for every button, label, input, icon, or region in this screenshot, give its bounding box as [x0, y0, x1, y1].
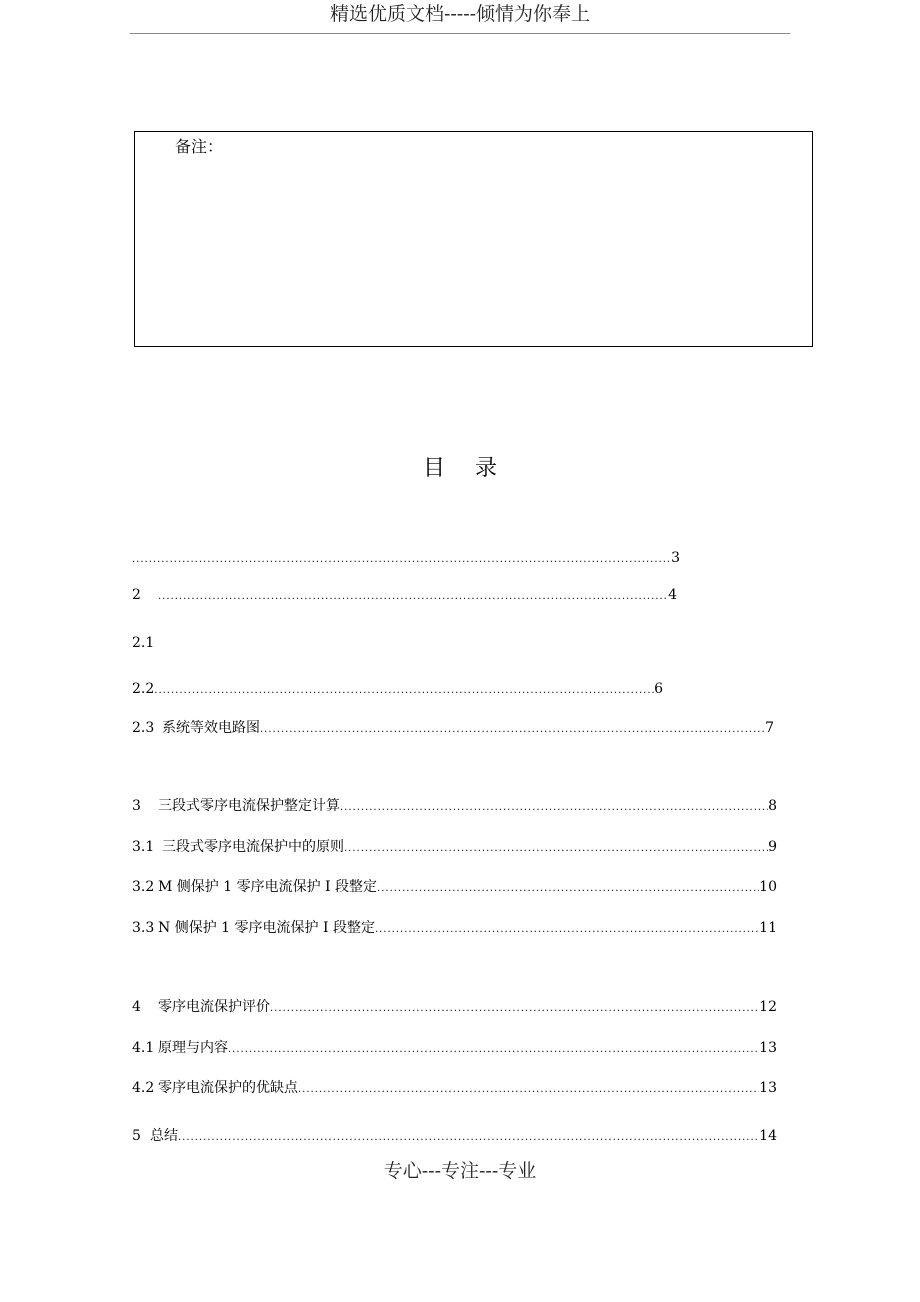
toc-page-number: 4 — [668, 587, 677, 603]
toc-entry-title: 三段式零序电流保护整定计算 — [158, 798, 340, 814]
toc-section-number: 2 — [132, 587, 141, 603]
toc-entry[interactable] — [132, 632, 192, 652]
toc-page-number: 7 — [765, 720, 774, 736]
toc-section-number: 2.1 — [132, 635, 155, 651]
notes-label: 备注： — [175, 137, 224, 156]
toc-entry-title: 总结 — [150, 1128, 178, 1144]
toc-entry-title: M 侧保护 1 零序电流保护 I 段整定 — [158, 879, 378, 895]
toc-entry[interactable] — [132, 584, 677, 604]
toc-page-number: 6 — [654, 681, 663, 697]
toc-title-char: 目 — [422, 456, 445, 481]
toc-entry[interactable] — [132, 547, 680, 567]
toc-section-number: 4.1 — [132, 1040, 155, 1056]
toc-page-number: 10 — [759, 879, 777, 895]
toc-section-number: 3 — [132, 798, 141, 814]
toc-leader-dots — [260, 723, 765, 737]
toc-page-number: 11 — [759, 920, 777, 936]
toc-section-number: 2.2 — [132, 681, 155, 697]
toc-page-number: 8 — [768, 798, 777, 814]
toc-leader-dots — [270, 1002, 759, 1016]
toc-page-number: 3 — [671, 550, 680, 566]
toc-entry[interactable] — [132, 717, 774, 737]
toc-entry[interactable] — [132, 836, 777, 856]
toc-section-number: 3.1 — [132, 839, 155, 855]
toc-entry-title: 零序电流保护评价 — [158, 999, 270, 1015]
toc-entry-title: 零序电流保护的优缺点 — [158, 1080, 298, 1096]
toc-section-number: 4.2 — [132, 1080, 155, 1096]
toc-entry[interactable] — [132, 1077, 777, 1097]
toc-leader-dots — [154, 684, 654, 698]
toc-leader-dots — [158, 590, 668, 604]
toc-leader-dots — [228, 1043, 759, 1057]
page-header: 精选优质文档-----倾情为你奉上 — [329, 3, 591, 25]
toc-title — [0, 452, 920, 486]
toc-leader-dots — [344, 842, 768, 856]
toc-entry[interactable] — [132, 996, 777, 1016]
toc-section-number: 3.3 — [132, 920, 155, 936]
header-divider — [130, 33, 790, 34]
toc-page-number: 9 — [768, 839, 777, 855]
toc-entry-title: N 侧保护 1 零序电流保护 I 段整定 — [158, 920, 375, 936]
toc-page-number: 13 — [759, 1040, 777, 1056]
toc-leader-dots — [377, 882, 759, 896]
toc-title-char: 录 — [475, 456, 498, 481]
toc-section-number: 5 — [132, 1128, 141, 1144]
toc-page-number: 12 — [759, 999, 777, 1015]
toc-entry-title: 系统等效电路图 — [162, 720, 260, 736]
toc-leader-dots — [132, 553, 671, 567]
toc-leader-dots — [375, 923, 759, 937]
toc-entry[interactable] — [132, 1037, 777, 1057]
toc-entry[interactable] — [132, 917, 777, 937]
page-footer: 专心---专注---专业 — [383, 1160, 537, 1182]
toc-section-number: 2.3 — [132, 720, 155, 736]
toc-entry[interactable] — [132, 795, 777, 815]
toc-leader-dots — [178, 1131, 759, 1145]
toc-page-number: 13 — [759, 1080, 777, 1096]
toc-section-number: 4 — [132, 999, 141, 1015]
toc-entry[interactable] — [132, 1125, 777, 1145]
toc-entry-title: 原理与内容 — [158, 1040, 228, 1056]
toc-entry-title: 三段式零序电流保护中的原则 — [162, 839, 344, 855]
notes-box — [134, 131, 813, 347]
toc-leader-dots — [340, 801, 768, 815]
toc-section-number: 3.2 — [132, 879, 155, 895]
toc-entry[interactable] — [132, 678, 663, 698]
toc-entry[interactable] — [132, 876, 777, 896]
toc-leader-dots — [298, 1083, 759, 1097]
toc-page-number: 14 — [759, 1128, 777, 1144]
